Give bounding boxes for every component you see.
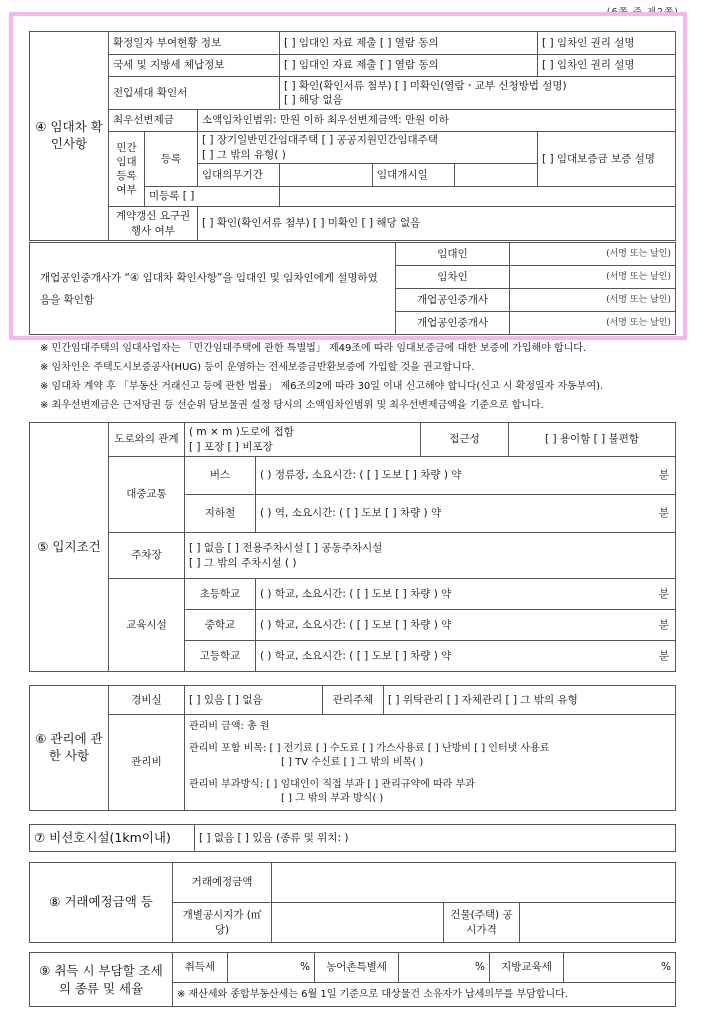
management-entity-label: 관리주체 (323, 686, 384, 715)
resident-household-label: 전입세대 확인서 (109, 77, 280, 110)
confirmation-table (29, 242, 676, 335)
signer-agent-2: 개업공인중개사 (396, 312, 510, 335)
rental-start-label: 임대개시일 (373, 164, 455, 186)
parking-line1: [ ] 없음 [ ] 전용주차시설 [ ] 공동주차시설 (189, 542, 383, 555)
sign-field-agent-2[interactable]: (서명 또는 날인) (510, 312, 676, 335)
location-table (29, 422, 676, 672)
deposit-guarantee: [ ] 임대보증금 보증 설명 (538, 132, 676, 187)
road-relation-line1: ( m × m )도로에 접함 (189, 426, 294, 439)
acquisition-tax-label: 취득세 (173, 953, 228, 983)
section-9-title: ⑨ 취득 시 부담할 조세의 종류 및 세율 (30, 953, 173, 1007)
fee-amount: 관리비 금액: 총 원 (189, 720, 270, 732)
transit-label: 대중교통 (109, 457, 185, 533)
bus-text: ( ) 정류장, 소요시간: ( [ ] 도보 [ ] 차량 ) 약 (260, 469, 462, 482)
high-text: ( ) 학교, 소요시간: ( [ ] 도보 [ ] 차량 ) 약 (260, 649, 452, 662)
property-tax-note: ※ 재산세와 종합부동산세는 6월 1일 기준으로 대상물건 소유자가 납세의무를 부담합니다. (173, 983, 676, 1007)
unregistered-label: 미등록 [ ] (145, 187, 280, 207)
acquisition-tax-rate[interactable]: % (228, 953, 315, 983)
fixed-date-options: [ ] 임대인 자료 제출 [ ] 열람 동의 (280, 32, 538, 55)
section-4-title: ④ 임대차 확인사항 (30, 32, 109, 241)
section-7-title: ⑦ 비선호시설(1km이내) (30, 825, 195, 852)
middle-label: 중학교 (185, 610, 256, 641)
acquisition-tax-table (29, 952, 676, 1007)
high-label: 고등학교 (185, 641, 256, 672)
unpreferred-facilities-table (29, 824, 676, 852)
rental-type-line2: [ ] 그 밖의 유형( ) (202, 148, 286, 161)
registered-label: 등록 (145, 132, 198, 187)
priority-repayment-text: 소액임차인범위: 만원 이하 최우선변제금액: 만원 이하 (198, 110, 676, 132)
unpreferred-facilities-text: [ ] 없음 [ ] 있음 (종류 및 위치: ) (195, 825, 676, 852)
building-price-label: 건물(주택) 공시가격 (444, 903, 520, 943)
rural-tax-rate[interactable]: % (399, 953, 490, 983)
fee-items-line2: [ ] TV 수신료 [ ] 그 밖의 비목( ) (281, 756, 424, 768)
elementary-label: 초등학교 (185, 579, 256, 610)
note-item: ※ 임대차 계약 후 「부동산 거래신고 등에 관한 법률」 제6조의2에 따라 30일 이내 신고해야 합니다(신고 시 확정일자 자동부여). (40, 381, 604, 392)
expected-price-table (29, 862, 676, 943)
bus-unit: 분 (658, 469, 670, 482)
private-rental-label: 민간 임대 등록 여부 (109, 132, 145, 207)
fee-method-line2: [ ] 그 밖의 부과 방식( ) (281, 792, 384, 804)
note-item: ※ 임차인은 주택도시보증공사(HUG) 등이 운영하는 전세보증금반환보증에 가입할 것을 권고합니다. (40, 362, 475, 373)
signer-agent-1: 개업공인중개사 (396, 289, 510, 312)
high-unit: 분 (658, 649, 670, 662)
fee-items-line1: 관리비 포함 비목: [ ] 전기료 [ ] 수도료 [ ] 가스사용료 [ ] 난방비 [ ] 인터넷 사용료 (189, 742, 550, 754)
subway-unit: 분 (658, 507, 670, 520)
tax-arrears-label: 국세 및 지방세 체납정보 (109, 55, 280, 77)
road-relation-line2: [ ] 포장 [ ] 비포장 (189, 440, 273, 453)
confirmation-text: 개업공인중개사가 “④ 임대차 확인사항”을 임대인 및 임차인에게 설명하였음을 확인함 (30, 243, 396, 335)
fee-method-line1: 관리비 부과방식: [ ] 임대인이 직접 부과 [ ] 관리규약에 따라 부과 (189, 778, 475, 790)
middle-unit: 분 (658, 618, 670, 631)
education-tax-rate[interactable]: % (564, 953, 676, 983)
accessibility-label: 접근성 (421, 423, 509, 457)
signer-landlord: 임대인 (396, 243, 510, 266)
parking-line2: [ ] 그 밖의 주차시설 ( ) (189, 556, 297, 569)
subway-text: ( ) 역, 소요시간: ( [ ] 도보 [ ] 차량 ) 약 (260, 507, 442, 520)
mandatory-period-label: 임대의무기간 (198, 164, 280, 187)
resident-household-line2: [ ] 해당 없음 (284, 94, 343, 106)
middle-text: ( ) 학교, 소요시간: ( [ ] 도보 [ ] 차량 ) 약 (260, 618, 452, 631)
signer-tenant: 임차인 (396, 266, 510, 289)
notes-block (40, 339, 690, 415)
tax-arrears-options: [ ] 임대인 자료 제출 [ ] 열람 동의 (280, 55, 538, 77)
guard-room-options: [ ] 있음 [ ] 없음 (185, 686, 323, 715)
building-price-value[interactable] (520, 903, 676, 943)
priority-repayment-label: 최우선변제금 (109, 110, 198, 132)
note-item: ※ 최우선변제금은 근저당권 등 선순위 담보물권 설정 당시의 소액임차인범위 및 최우선변제금액을 기준으로 합니다. (40, 400, 544, 411)
subway-label: 지하철 (185, 495, 256, 533)
renewal-right-text: [ ] 확인(확인서류 첨부) [ ] 미확인 [ ] 해당 없음 (198, 207, 676, 241)
sign-field-landlord[interactable]: (서명 또는 날인) (510, 243, 676, 266)
expected-price-value[interactable] (272, 863, 676, 903)
sign-field-agent-1[interactable]: (서명 또는 날인) (510, 289, 676, 312)
road-relation-label: 도로와의 관계 (109, 423, 185, 457)
note-item: ※ 민간임대주택의 임대사업자는 「민간임대주택에 관한 특별법」 제49조에 따라 임대보증금에 대한 보증에 가입해야 합니다. (40, 343, 587, 354)
rural-tax-label: 농어촌특별세 (315, 953, 399, 983)
section-5-title: ⑤ 입지조건 (30, 423, 109, 672)
resident-household-line1: [ ] 확인(확인서류 첨부) [ ] 미확인(열람ㆍ교부 신청방법 설명) (284, 79, 567, 92)
land-price-value[interactable] (272, 903, 444, 943)
accessibility-options: [ ] 용이함 [ ] 불편함 (509, 423, 676, 457)
tax-arrears-rights: [ ] 임차인 권리 설명 (538, 55, 676, 77)
section-6-title: ⑥ 관리에 관한 사항 (30, 686, 109, 811)
section-8-title: ⑧ 거래예정금액 등 (30, 863, 173, 943)
elementary-text: ( ) 학교, 소요시간: ( [ ] 도보 [ ] 차량 ) 약 (260, 587, 452, 600)
fixed-date-rights: [ ] 임차인 권리 설명 (538, 32, 676, 55)
bus-label: 버스 (185, 457, 256, 495)
education-tax-label: 지방교육세 (490, 953, 564, 983)
education-label: 교육시설 (109, 579, 185, 672)
elementary-unit: 분 (658, 587, 670, 600)
fixed-date-label: 확정일자 부여현황 정보 (109, 32, 280, 55)
rental-type-line1: [ ] 장기일반민간임대주택 [ ] 공공지원민간임대주택 (202, 134, 438, 147)
sign-field-tenant[interactable]: (서명 또는 날인) (510, 266, 676, 289)
management-entity-options: [ ] 위탁관리 [ ] 자체관리 [ ] 그 밖의 유형 (384, 686, 676, 715)
management-fee-label: 관리비 (109, 715, 185, 811)
renewal-right-label: 계약갱신 요구권 행사 여부 (109, 207, 198, 241)
lease-check-table (29, 31, 676, 241)
parking-label: 주차장 (109, 533, 185, 579)
expected-price-label: 거래예정금액 (173, 863, 272, 903)
management-table (29, 685, 676, 811)
land-price-label: 개별공시지가 (㎡당) (173, 903, 272, 943)
guard-room-label: 경비실 (109, 686, 185, 715)
